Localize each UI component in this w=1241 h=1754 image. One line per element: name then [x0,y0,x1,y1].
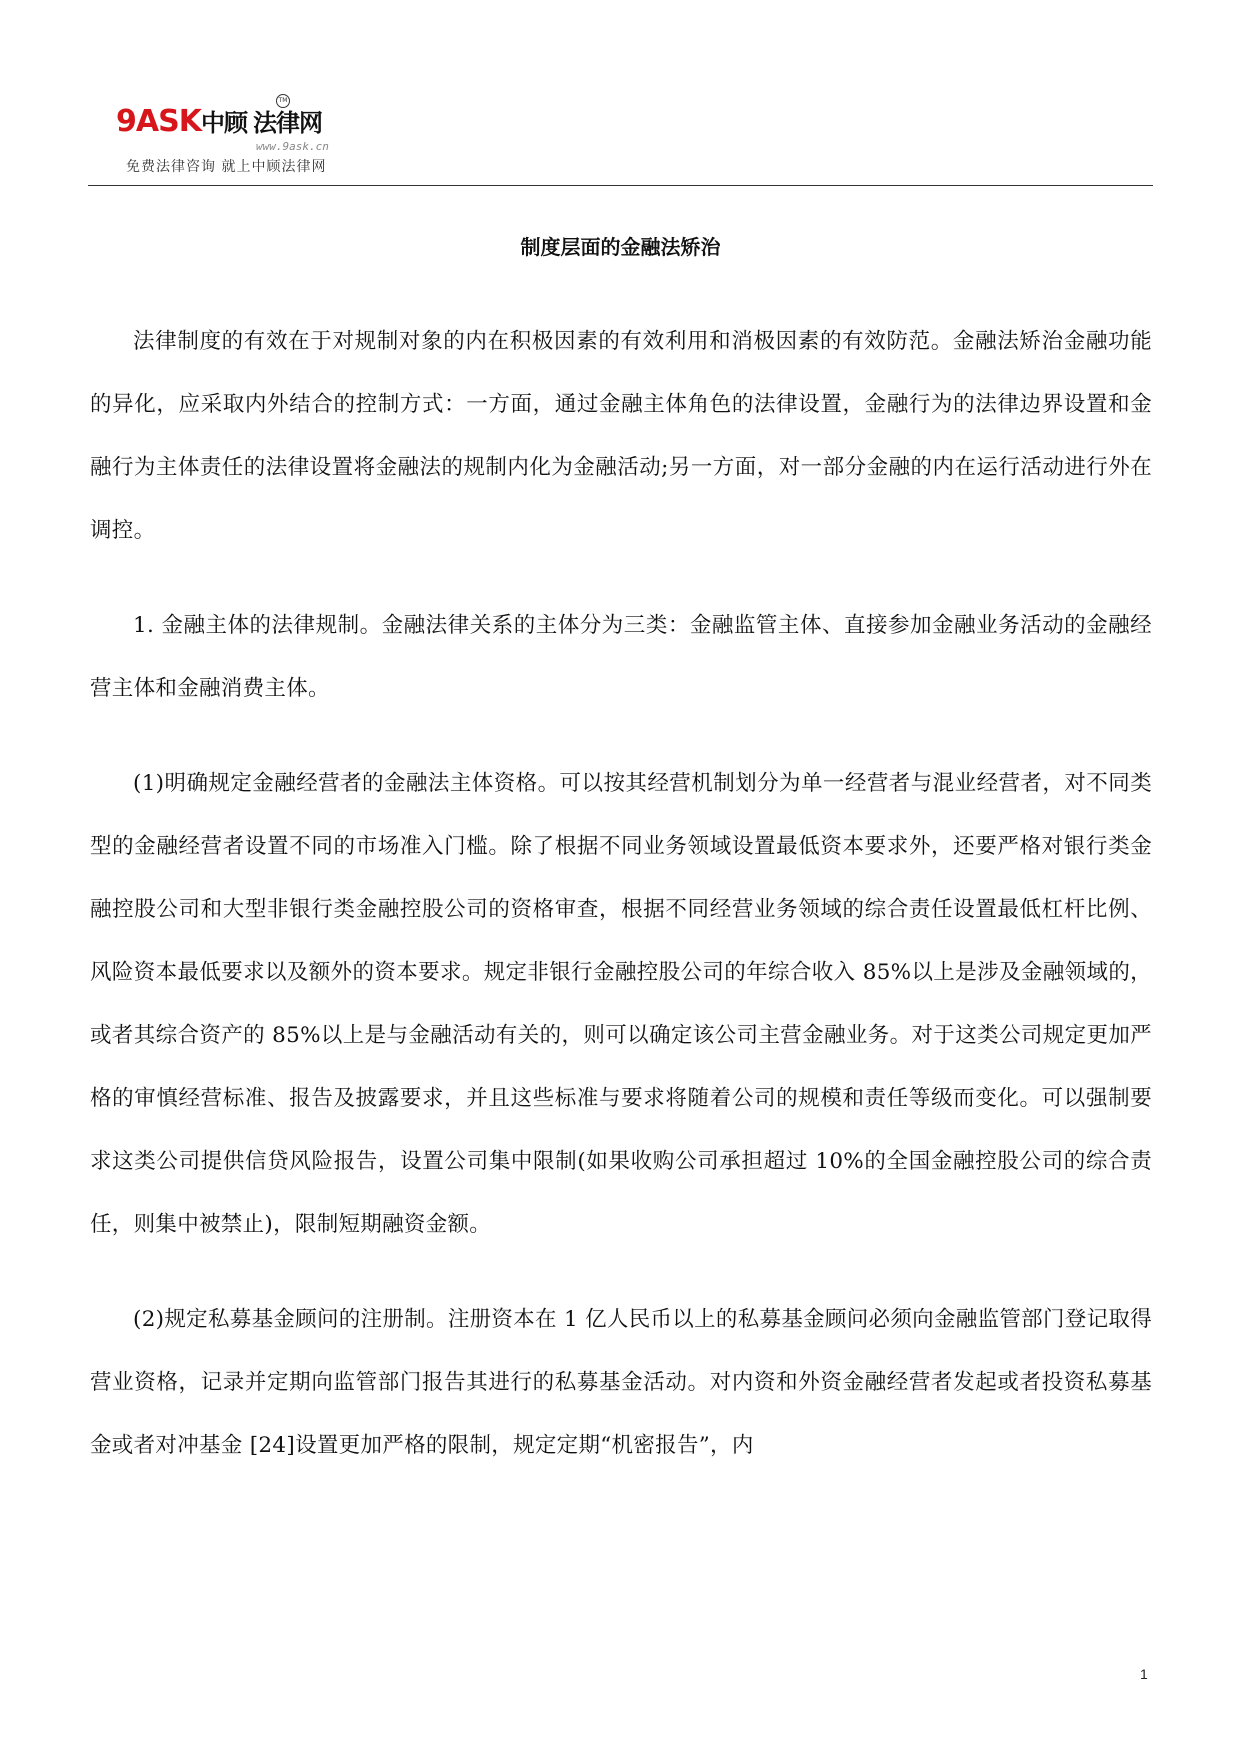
document-title: 制度层面的金融法矫治 [520,235,721,259]
logo-url: www.9ask.cn [256,140,329,153]
logo-slogan: 免费法律咨询 就上中顾法律网 [126,159,327,175]
logo-brand-falvwang: 法律网 [252,109,322,137]
paragraph-3: (1)明确规定金融经营者的金融法主体资格。可以按其经营机制划分为单一经营者与混业经营者，对不同类型的金融经营者设置不同的市场准入门槛。除了根据不同业务领域设置最低资本要求外，还要严格对银行类金融控股公司和大型非银行类金融控股公司的资格审查，根据不同经营业务领域的综合责任设置最低杠杆比例、风险资本最低要求以及额外的资本要求。规定非银行金融控股公司的年综合收入 85%以上是涉及金融领域的，或者其综合资产的 85%以上是与金融活动有关的，则可以确定该公司主营金融业务。对于这类公司规定更加严格的审慎经营标准、报告及披露要求，并且这些标准与要求将随着公司的规模和责任等级而变化。可以强制要求这类公司提供信贷风险报告，设置公司集中限制(如果收购公司承担超过 10%的全国金融控股公司的综合责任，则集中被禁止)，限制短期融资金额。 [90,771,1152,1237]
paragraph-1: 法律制度的有效在于对规制对象的内在积极因素的有效利用和消极因素的有效防范。金融法矫治金融功能的异化，应采取内外结合的控制方式：一方面，通过金融主体角色的法律设置，金融行为的法律边界设置和金融行为主体责任的法律设置将金融法的规制内化为金融活动;另一方面，对一部分金融的内在运行活动进行外在调控。 [90,329,1152,543]
paragraph-4: (2)规定私募基金顾问的注册制。注册资本在 1 亿人民币以上的私募基金顾问必须向金融监管部门登记取得营业资格，记录并定期向监管部门报告其进行的私募基金活动。对内资和外资金融经营者发起或者投资私募基金或者对冲基金 [24]设置更加严格的限制，规定定期“机密报告”，内 [90,1307,1152,1458]
logo-brand-zhonggu: 中顾 [200,109,247,137]
header-divider [88,185,1153,186]
site-logo[interactable] [106,94,406,182]
paragraph-2: 1. 金融主体的法律规制。金融法律关系的主体分为三类：金融监管主体、直接参加金融业务活动的金融经营主体和金融消费主体。 [90,613,1152,701]
document-body [90,310,1152,1509]
document-header [88,88,1153,184]
trademark-icon: TM [276,94,290,108]
page-number: 1 [1140,1666,1148,1682]
logo-brand-9ask: 9ASK [116,104,201,139]
logo-brand [116,104,322,141]
